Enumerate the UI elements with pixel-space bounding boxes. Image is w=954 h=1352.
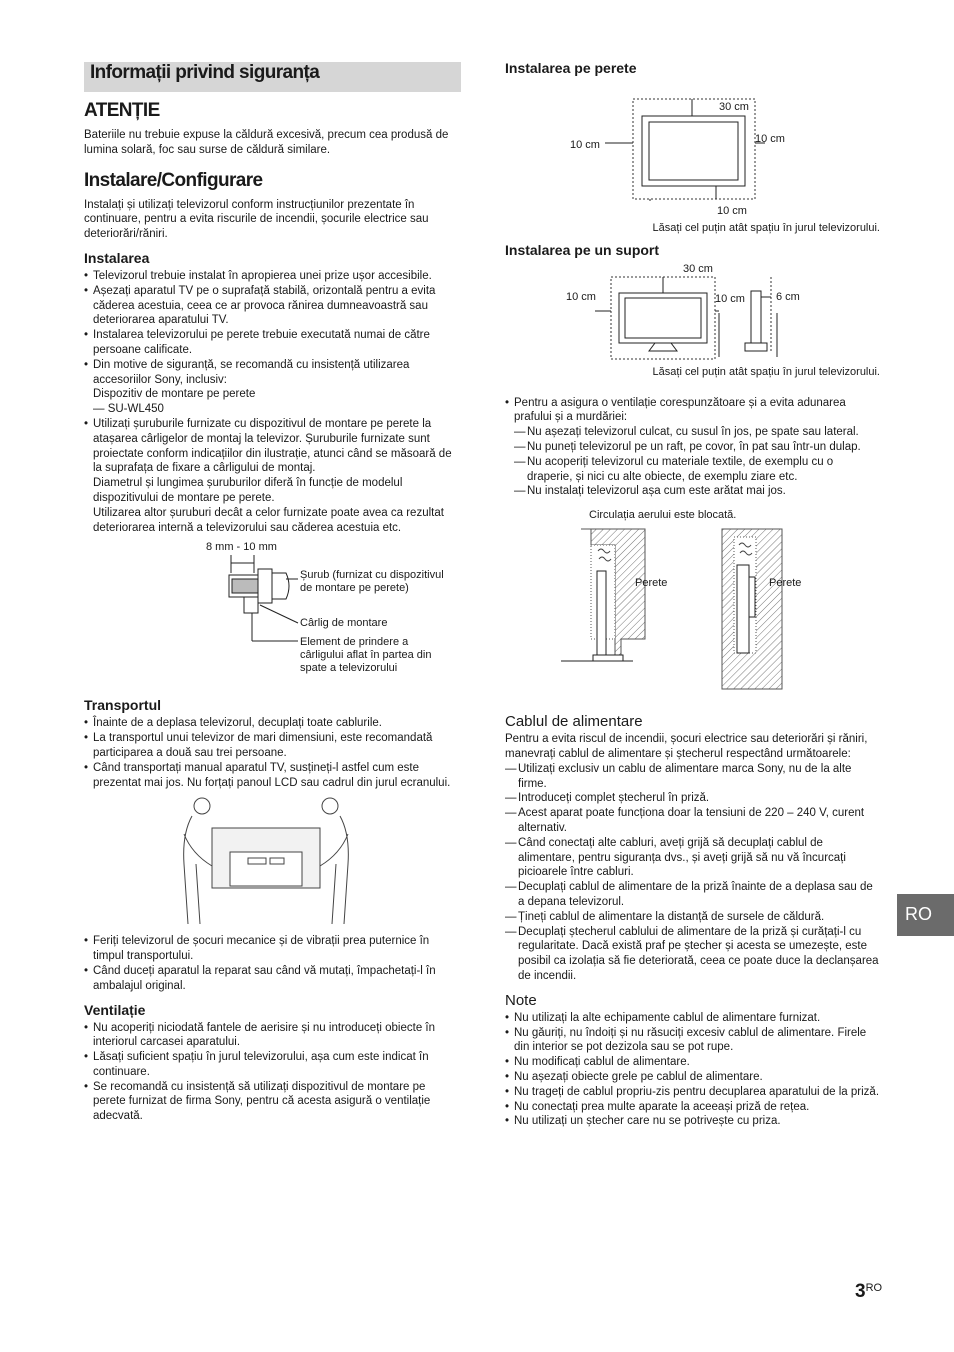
list-item-text: Din motive de siguranță, se recomandă cu insistență utilizarea accesoriilor Sony, inclusiv: bbox=[93, 358, 410, 386]
list-item bbox=[84, 417, 461, 535]
stand-heading: Instalarea pe un suport bbox=[505, 241, 660, 258]
left-column bbox=[84, 62, 461, 1124]
wall-bottom-label: 10 cm bbox=[717, 205, 747, 217]
stand-caption: Lăsați cel puțin atât spațiu în jurul televizorului. bbox=[652, 365, 880, 378]
caution-heading: ATENȚIE bbox=[84, 100, 160, 121]
list-item: — Nu așezați televizorul culcat, cu susul în jos, pe spate sau lateral. bbox=[514, 425, 880, 440]
transport-list-2 bbox=[84, 934, 461, 993]
install-text: Instalați și utilizați televizorul conform instrucțiunilor prezentate în continuare, pentru a evita riscurile de incendii, șocurile electrice sau deteriorări/răniri. bbox=[84, 198, 429, 241]
carry-tv-figure bbox=[84, 794, 461, 930]
language-tab: RO bbox=[897, 894, 954, 936]
screw-figure bbox=[84, 539, 461, 681]
list-item: • Instalarea televizorului pe perete trebuie executată numai de către persoane calificate. bbox=[84, 328, 461, 358]
stand-right-label: 10 cm bbox=[715, 292, 745, 305]
page-number-suffix: RO bbox=[865, 1282, 883, 1294]
note-list bbox=[505, 1011, 880, 1129]
wall-right-label: 10 cm bbox=[755, 133, 785, 145]
list-item: • Când duceți aparatul la reparat sau când vă mutați, împachetați-l în ambalajul original. bbox=[84, 964, 461, 994]
list-item: • Se recomandă cu insistență să utilizați dispozitivul de montare pe perete furnizat de firma Sony, pentru că acesta asigură o ventilație adecvată. bbox=[84, 1080, 461, 1124]
airflow-caption: Circulația aerului este blocată. bbox=[589, 509, 737, 522]
wall-heading: Instalarea pe perete bbox=[505, 60, 637, 76]
list-item: — Nu instalați televizorul așa cum este arătat mai jos. bbox=[514, 484, 880, 499]
page-title: Informații privind siguranța bbox=[90, 62, 320, 83]
screw-para-1: Diametrul și lungimea șuruburilor diferă în funcție de modelul dispozitivului de montare pe perete. bbox=[93, 477, 403, 504]
list-item: — Decuplați cablul de alimentare de la priză înainte de a deplasa sau de a depana televizorul. bbox=[505, 880, 880, 910]
power-heading: Cablul de alimentare bbox=[505, 713, 643, 731]
instalarea-heading: Instalarea bbox=[84, 249, 150, 266]
list-item: — Nu puneți televizorul pe un raft, pe covor, în pat sau într-un dulap. bbox=[514, 440, 880, 455]
section-title-bar bbox=[84, 62, 461, 92]
install-heading: Instalare/Configurare bbox=[84, 169, 263, 191]
list-item: • Nu trageți de cablul propriu-zis pentru decuplarea aparatului de la priză. bbox=[505, 1085, 880, 1100]
list-item-text: Pentru a asigura o ventilație corespunzătoare și a evita adunarea prafului și a murdăriei: bbox=[514, 396, 846, 424]
list-item: — Acest aparat poate funcționa doar la tensiuni de 220 – 240 V, curent alternativ. bbox=[505, 806, 880, 836]
vent-dash-list bbox=[514, 425, 880, 499]
list-item-text: Utilizați șuruburile furnizate cu dispozitivul de montare pe perete la atașarea cârligelor de montaj la televizor. Șuruburile furnizate sunt proiectate conform indicațiilor din ilustrație, atunci când se măsoară de la suprafața de fixare a cârligului de montaj. bbox=[93, 417, 452, 475]
airflow-figure bbox=[505, 507, 880, 699]
accessory-model: — SU-WL450 bbox=[93, 403, 164, 416]
screw-para-2: Utilizarea altor șuruburi decât a celor furnizate poate avea ca rezultat deteriorarea internă a televizorului sau căderea acestuia etc. bbox=[93, 506, 444, 534]
page-number bbox=[855, 1281, 882, 1303]
wall-top-label: 30 cm bbox=[719, 101, 749, 113]
wall-caption: Lăsați cel puțin atât spațiu în jurul televizorului. bbox=[652, 222, 880, 234]
list-item bbox=[505, 396, 880, 500]
screw-label: Șurub (furnizat cu dispozitivul de montare pe perete) bbox=[300, 569, 444, 595]
list-item: • Înainte de a deplasa televizorul, decuplați toate cablurile. bbox=[84, 716, 461, 731]
list-item: — Introduceți complet ștecherul în priză. bbox=[505, 791, 880, 806]
stand-side-label: 6 cm bbox=[776, 290, 800, 303]
list-item: • Când transportați manual aparatul TV, susțineți-l astfel cum este prezentat mai jos. Nu forțați panoul LCD sau cadrul din jurul ecranului. bbox=[84, 761, 461, 791]
list-item: • Nu conectați prea multe aparate la aceeași priză de rețea. bbox=[505, 1100, 880, 1115]
wall-left-label: 10 cm bbox=[570, 139, 600, 151]
hook-label: Cârlig de montare bbox=[300, 617, 388, 630]
stand-clearance-diagram bbox=[505, 263, 880, 361]
transport-list bbox=[84, 716, 461, 790]
wall-clearance-figure bbox=[505, 81, 880, 217]
vent-heading: Ventilație bbox=[84, 1001, 146, 1018]
airflow-diagram bbox=[505, 507, 880, 699]
stand-left-label: 10 cm bbox=[566, 290, 596, 303]
list-item: • Feriți televizorul de șocuri mecanice și de vibrații prea puternice în timpul transportului. bbox=[84, 934, 461, 964]
list-item: — Țineți cablul de alimentare la distanță de sursele de căldură. bbox=[505, 910, 880, 925]
list-item: — Nu acoperiți televizorul cu materiale textile, de exemplu cu o draperie, și nici cu alte obiecte, de exemplu ziare etc. bbox=[514, 455, 880, 485]
caution-text: Bateriile nu trebuie expuse la căldură excesivă, precum cea produsă de lumina solară, foc sau surse de căldură similare. bbox=[84, 129, 449, 156]
fixing-label: Element de prindere a cârligului aflat în partea din spate a televizorului bbox=[300, 636, 432, 675]
list-item: • Nu așezați obiecte grele pe cablul de alimentare. bbox=[505, 1070, 880, 1085]
power-text: Pentru a evita riscul de incendii, șocuri electrice sau deteriorări și răniri, manevrați cablul de alimentare și ștecherul respectând următoarele: bbox=[505, 733, 868, 760]
list-item: • Lăsați suficient spațiu în jurul televizorului, așa cum este indicat în continuare. bbox=[84, 1050, 461, 1080]
screw-dimension-label: 8 mm - 10 mm bbox=[206, 541, 277, 554]
list-item: • Nu modificați cablul de alimentare. bbox=[505, 1055, 880, 1070]
vent-right-list bbox=[505, 396, 880, 500]
stand-top-label: 30 cm bbox=[683, 262, 713, 275]
list-item: — Când conectați alte cabluri, aveți grijă să decuplați cablul de alimentare, pentru siguranța dvs., și aveți grijă să nu vă încurcați picioarele între cabluri. bbox=[505, 836, 880, 880]
list-item: • Nu utilizați un ștecher care nu se potrivește cu priza. bbox=[505, 1114, 880, 1129]
list-item: • Nu utilizați la alte echipamente cablul de alimentare furnizat. bbox=[505, 1011, 880, 1026]
wall-label-1: Perete bbox=[635, 577, 668, 590]
accessory-name: Dispozitiv de montare pe perete bbox=[93, 388, 256, 401]
note-heading: Note bbox=[505, 991, 537, 1009]
wall-clearance-diagram bbox=[505, 81, 880, 201]
list-item: • Nu găuriți, nu îndoiți și nu răsuciți excesiv cablul de alimentare. Firele din interior se pot dezizola sau se pot rupe. bbox=[505, 1026, 880, 1056]
power-dash-list bbox=[505, 762, 880, 984]
wall-label-2: Perete bbox=[769, 577, 802, 590]
right-column bbox=[505, 60, 880, 1129]
stand-clearance-figure bbox=[505, 263, 880, 361]
carry-tv-illustration bbox=[84, 794, 461, 930]
vent-list bbox=[84, 1021, 461, 1125]
list-item: • Televizorul trebuie instalat în apropierea unei prize ușor accesibile. bbox=[84, 269, 461, 284]
list-item bbox=[84, 358, 461, 417]
list-item: • La transportul unui televizor de mari dimensiuni, este recomandată participarea a două sau trei persoane. bbox=[84, 731, 461, 761]
list-item: • Așezați aparatul TV pe o suprafață stabilă, orizontală pentru a evita căderea acestuia, ceea ce ar provoca rănirea dumneavoastră sau deteriorarea aparatului TV. bbox=[84, 284, 461, 328]
page-number-value: 3 bbox=[855, 1281, 866, 1302]
list-item: — Decuplați ștecherul cablului de alimentare de la priză și curățați-l cu regularitate. Dacă există praf pe ștecher și acesta se umezește, este posibil ca izolația să fie deteriorată, ceea ce poate duce la declanșarea de incendii. bbox=[505, 925, 880, 984]
list-item: — Utilizați exclusiv un cablu de alimentare marca Sony, nu de la alte firme. bbox=[505, 762, 880, 792]
transport-heading: Transportul bbox=[84, 697, 162, 714]
list-item: • Nu acoperiți niciodată fantele de aerisire și nu introduceți obiecte în interiorul carcasei aparatului. bbox=[84, 1021, 461, 1051]
instalarea-list bbox=[84, 269, 461, 535]
